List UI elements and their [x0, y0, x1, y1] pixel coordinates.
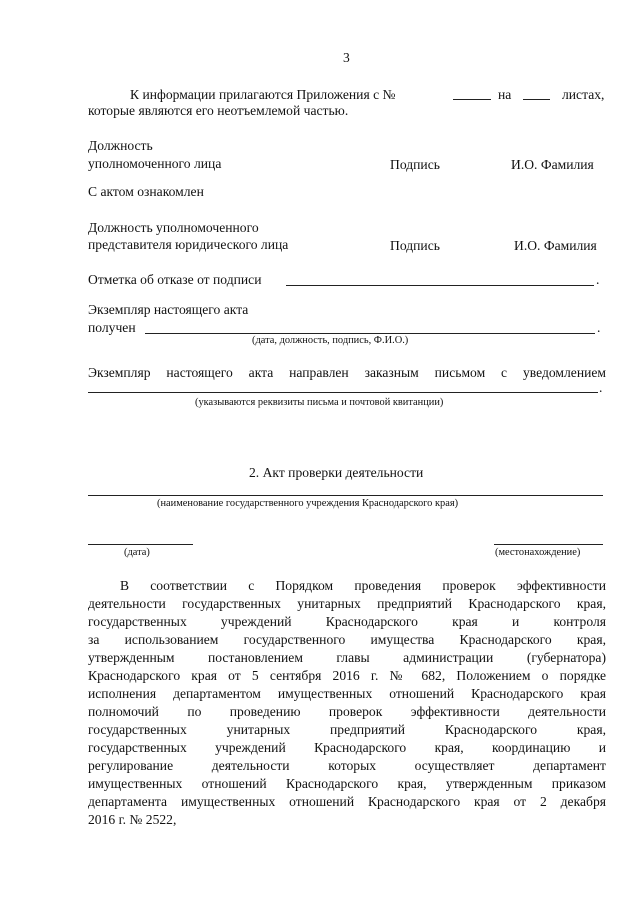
sign1-signature-label: Подпись — [390, 157, 440, 172]
copy-sent-line: Экземпляр настоящего акта направлен заказным письмом с уведомлением — [88, 365, 606, 380]
section2-title: 2. Акт проверки деятельности — [249, 465, 424, 480]
copy-received-caption: (дата, должность, подпись, Ф.И.О.) — [252, 335, 409, 346]
body-line-13: департамента имущественных отношений Краснодарского края от 2 декабря — [88, 794, 606, 809]
copy-sent-end: . — [599, 380, 603, 395]
copy-sent-blank — [88, 392, 598, 393]
refusal-end: . — [596, 272, 600, 287]
acquainted-label: С актом ознакомлен — [88, 184, 204, 199]
attachments-na: на — [498, 87, 512, 102]
body-line-1: В соответствии с Порядком проведения проверок эффективности — [120, 578, 606, 593]
body-line-3: государственных учреждений Краснодарского края и контроля — [88, 614, 606, 629]
body-line-12: имущественных отношений Краснодарского края, утвержденным приказом — [88, 776, 606, 791]
body-line-11: регулирование деятельности которых осуществляет департамент — [88, 758, 606, 773]
attachment-number-blank — [453, 99, 491, 100]
body-line-6: Краснодарского края от 5 сентября 2016 г. № 682, Положением о порядке — [88, 668, 606, 683]
attachments-suffix: листах, — [562, 87, 605, 102]
refusal-label: Отметка об отказе от подписи — [88, 272, 262, 287]
sign2-position-label: Должность уполномоченного — [88, 220, 259, 235]
body-line-14: 2016 г. № 2522, — [88, 812, 177, 827]
attachments-prefix: К информации прилагаются Приложения с № — [130, 87, 396, 102]
sign2-position-label-2: представителя юридического лица — [88, 237, 289, 252]
sign1-position-label-2: уполномоченного лица — [88, 156, 222, 171]
sign2-name-label: И.О. Фамилия — [514, 238, 597, 253]
sign1-position-label: Должность — [88, 138, 153, 153]
org-name-caption: (наименование государственного учреждения Краснодарского края) — [157, 498, 459, 509]
body-line-2: деятельности государственных унитарных предприятий Краснодарского края, — [88, 596, 606, 611]
copy-received-line2: получен — [88, 320, 136, 335]
body-line-7: исполнения департаментом имущественных отношений Краснодарского края — [88, 686, 606, 701]
page-number: 3 — [343, 50, 350, 65]
attachments-line2: которые являются его неотъемлемой частью. — [88, 103, 349, 118]
attachment-sheets-blank — [523, 99, 550, 100]
date-blank — [88, 544, 193, 545]
body-line-9: государственных унитарных предприятий Краснодарского края, — [88, 722, 606, 737]
body-line-8: полномочий по проведению проверок эффективности деятельности — [88, 704, 606, 719]
sign2-signature-label: Подпись — [390, 238, 440, 253]
body-line-5: утвержденным постановлением главы администрации (губернатора) — [88, 650, 606, 665]
location-blank — [494, 544, 603, 545]
body-line-10: государственных учреждений Краснодарского края, координацию и — [88, 740, 606, 755]
copy-sent-caption: (указываются реквизиты письма и почтовой квитанции) — [195, 397, 444, 408]
copy-received-blank — [145, 333, 595, 334]
copy-received-line1: Экземпляр настоящего акта — [88, 302, 249, 317]
refusal-blank — [286, 285, 594, 286]
location-caption: (местонахождение) — [495, 547, 581, 558]
date-caption: (дата) — [124, 547, 150, 558]
body-line-4: за использованием государственного имущества Краснодарского края, — [88, 632, 606, 647]
org-name-blank — [88, 495, 603, 496]
copy-received-end: . — [597, 320, 601, 335]
sign1-name-label: И.О. Фамилия — [511, 157, 594, 172]
